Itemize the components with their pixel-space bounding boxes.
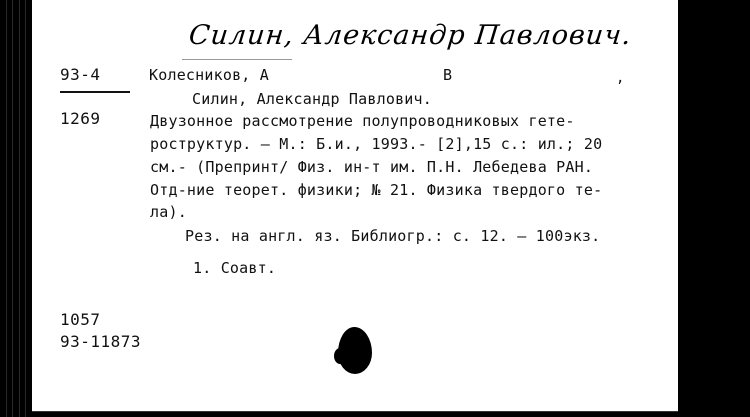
notes-line: Рез. на англ. яз. Библиогр.: с. 12. – 100экз. (185, 227, 601, 245)
description-line-3: см.- (Препринт/ Физ. ин-т им. П.Н. Лебедева РАН. (150, 158, 594, 176)
registry-number: 93-11873 (60, 332, 142, 351)
tracing-line: 1. Соавт. (193, 259, 277, 277)
volume-letter: В (443, 66, 453, 84)
handwritten-name: Силин, Александр Павлович. (187, 20, 634, 51)
coauthor-entry: Силин, Александр Павлович. (192, 90, 432, 108)
call-number: 1269 (60, 109, 101, 128)
catalog-card (32, 0, 678, 412)
description-line-2: роструктур. – М.: Б.и., 1993.- [2],15 с.: ил.; 20 (150, 135, 603, 153)
description-line-4: Отд-ние теорет. физики; № 21. Физика твердого те- (150, 181, 603, 199)
class-number: 93-4 (60, 65, 101, 84)
card-punch-hole-edge (334, 348, 346, 364)
author-heading: Колесников, А (149, 66, 269, 84)
class-number-rule (60, 91, 130, 93)
accession-number: 1057 (60, 310, 101, 329)
scan-right-margin (678, 0, 750, 417)
card-bottom-edge (32, 411, 678, 412)
scan-left-margin (0, 0, 32, 417)
stray-comma: , (616, 70, 625, 86)
handwriting-underline (182, 59, 292, 60)
description-line-5: ла). (150, 203, 187, 221)
description-line-1: Двузонное рассмотрение полупроводниковых гете- (150, 112, 575, 130)
